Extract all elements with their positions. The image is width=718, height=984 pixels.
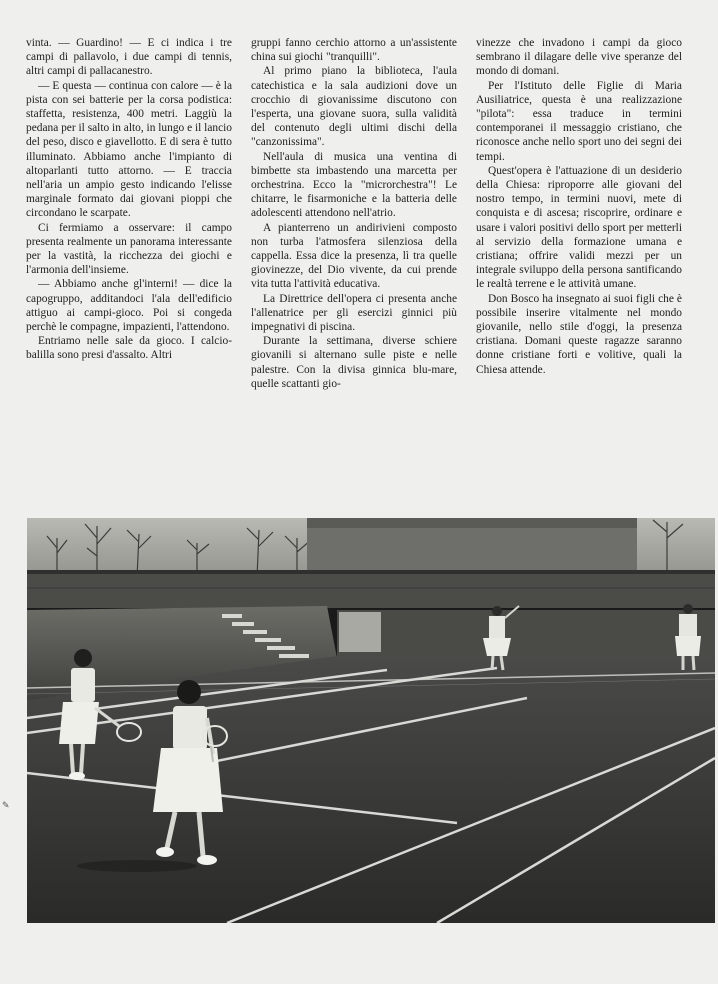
article-paragraph: Quest'opera è l'attuazione di un desiderio della Chiesa: riproporre alle giovani del nostro tempo, in termini nuovi, mete di conquista e di ascesa; riscoprire, ordinare e usare i valori positivi dello sport per metterli al servizio della formazione umana e cristiana; offrire validi mezzi per un integrale sviluppo della persona santificando le realtà terrene e le attività umane.: [476, 164, 682, 291]
tennis-court-photo: [27, 518, 715, 923]
article-paragraph: vinezze che invadono i campi da gioco sembrano il dilagare delle vive speranze del mondo di domani.: [476, 37, 682, 78]
article-paragraph: A pianterreno un andirivieni composto non turba l'atmosfera silenziosa della cappella. Essa dice la presenza, lì tra quelle giovinezze, del Dio vivente, da cui prende vita tutta l'attività educativa.: [251, 221, 457, 291]
article-paragraph: Al primo piano la biblioteca, l'aula catechistica e la sala audizioni dove un crocchio di giovanissime discutono con l'esperta, una giovane suora, sulla validità del contenuto degli ultimi dischi della "canzonissima".: [251, 65, 457, 149]
article-paragraph: gruppi fanno cerchio attorno a un'assistente china sui giochi "tranquilli".: [251, 37, 457, 64]
article-paragraph: — E questa — continua con calore — è la pista con sei batterie per la corsa podistica: staffetta, resistenza, 400 metri. Laggiù la pedana per il salto in alto, in lungo e il lancio del peso, disco e giavellotto. E di sera è tutto illuminato. Abbiamo anche l'impianto di altoparlanti tutto attorno. — E traccia nell'aria un ampio gesto indicando l'elisse marginale formato dai giovani pioppi che circondano le scarpate.: [26, 79, 232, 220]
article-paragraph: Don Bosco ha insegnato ai suoi figli che è possibile inserire vitalmente nel mondo giovanile, nello stile d'oggi, la presenza cristiana. Domani queste ragazze saranno donne cristiane forti e volitive, quali la Chiesa attende.: [476, 292, 682, 376]
article-paragraph: vinta. — Guardino! — E ci indica i tre campi di pallavolo, i due campi di tennis, altri campi di pallacanestro.: [26, 37, 232, 78]
article-paragraph: Per l'Istituto delle Figlie di Maria Ausiliatrice, questa è una realizzazione "pilota": essa traduce in termini contemporanei il messaggio cristiano, che riconosce anche nello sport uno dei segni dei tempi.: [476, 79, 682, 163]
article-column-3: [476, 36, 682, 436]
article-paragraph: Nell'aula di musica una ventina di bimbette sta imbastendo una marcetta per orchestrina. Ecco la "microrchestra"! Le chitarre, le fisarmoniche e la batteria delle adolescenti attendono nell'atrio.: [251, 150, 457, 220]
article-column-2: [251, 36, 457, 436]
article-paragraph: Durante la settimana, diverse schiere giovanili si alternano sulle piste e nelle palestre. Con la divisa ginnica blu-mare, quelle scattanti gio-: [251, 335, 457, 390]
article-column-1: [26, 36, 232, 436]
article-paragraph: Entriamo nelle sale da gioco. I calcio-balilla sono presi d'assalto. Altri: [26, 335, 232, 362]
article-paragraph: La Direttrice dell'opera ci presenta anche l'allenatrice per gli esercizi ginnici più impegnativi di piscina.: [251, 292, 457, 334]
article-paragraph: — Abbiamo anche gl'interni! — dice la capogruppo, additandoci l'ala dell'edificio attiguo ai campi-gioco. Poi si congeda perchè le compagne, impazienti, l'attendono.: [26, 278, 232, 334]
article-paragraph: Ci fermiamo a osservare: il campo presenta realmente un panorama interessante per la vastità, la ricchezza dei giochi e l'armonia dell'insieme.: [26, 221, 232, 277]
margin-mark: ✎: [2, 800, 10, 810]
article-body: [26, 36, 682, 436]
